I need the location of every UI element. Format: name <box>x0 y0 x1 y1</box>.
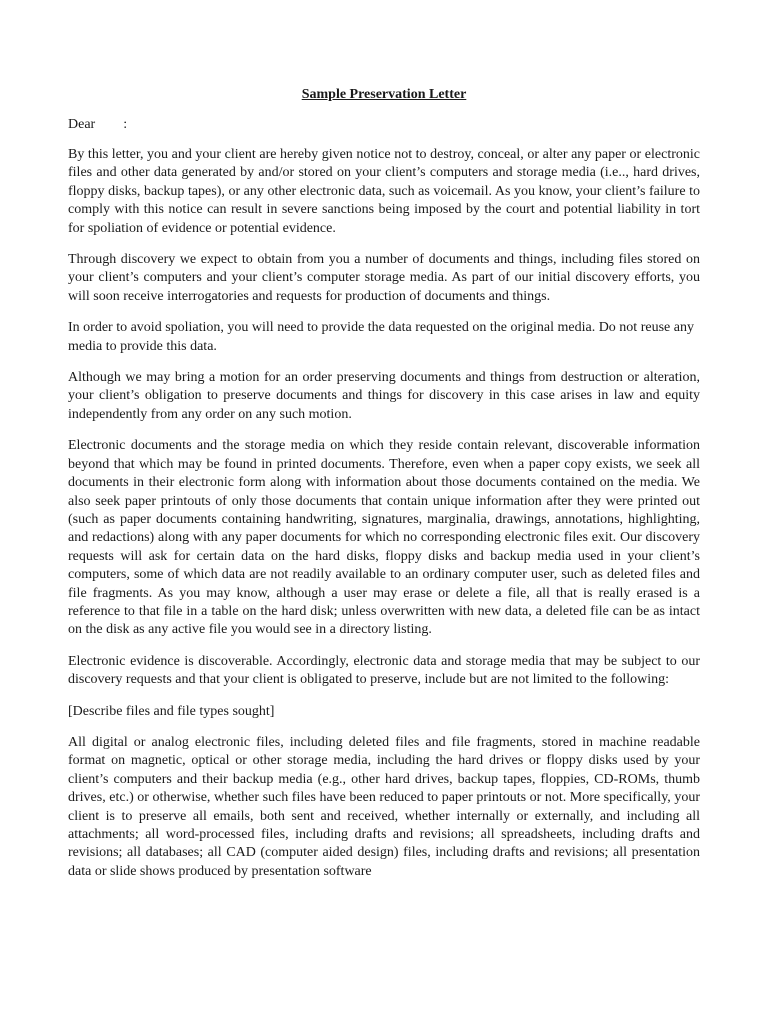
paragraph-spoliation: In order to avoid spoliation, you will need to provide the data requested on the original media. Do not reuse any media to provide this data. <box>68 320 694 354</box>
paragraph-electronic-documents: Electronic documents and the storage media on which they reside contain relevant, discoverable information beyond that which may be found in printed documents. Therefore, even when a paper copy exists, we seek all documents in their electronic form along with information about those documents contained on the media. We also seek paper printouts of only those documents that contain unique information after they were printed out (such as paper documents containing handwriting, signatures, marginalia, drawings, annotations, highlighting, and redactions) along with any paper documents for which no corresponding electronic files exit. Our discovery requests will ask for certain data on the hard disks, floppy disks and backup media used in your client’s computers, some of which data are not readily available to an ordinary computer user, such as deleted files and file fragments. As you may know, although a user may erase or delete a file, all that is really erased is a reference to that file in a table on the hard disk; unless overwritten with new data, a deleted file can be as intact on the disk as any active file you would see in a directory listing. <box>68 438 700 638</box>
paragraph-discovery: Through discovery we expect to obtain from you a number of documents and things, including files stored on your client’s computers and your client’s computer storage media. As part of our initial discovery efforts, you will soon receive interrogatories and requests for production of documents and things. <box>68 252 700 304</box>
paragraph-notice: By this letter, you and your client are hereby given notice not to destroy, conceal, or alter any paper or electronic files and other data generated by and/or stored on your client’s computers and storage media (i.e.., hard drives, floppy disks, backup tapes), or any other electronic data, such as voicemail. As you know, your client’s failure to comply with this notice can result in severe sanctions being imposed by the court and potential liability in tort for spoliation of evidence or potential evidence. <box>68 147 700 236</box>
letter-body <box>68 86 700 894</box>
paragraph-obligation: Although we may bring a motion for an order preserving documents and things from destruction or alteration, your client’s obligation to preserve documents and things for discovery in this case arises in law and equity independently from any order on any such motion. <box>68 370 700 422</box>
paragraph-discoverable: Electronic evidence is discoverable. Accordingly, electronic data and storage media that may be subject to our discovery requests and that your client is obligated to preserve, include but are not limited to the following: <box>68 653 700 688</box>
paragraph-placeholder: [Describe files and file types sought] <box>68 703 275 719</box>
paragraph-file-list: All digital or analog electronic files, including deleted files and file fragments, stored in machine readable format on magnetic, optical or other storage media, including the hard drives or floppy disks used by your client’s computers and their backup media (e.g., other hard drives, backup tapes, floppies, CD-ROMs, thumb drives, etc.) or otherwise, whether such files have been reduced to paper printouts or not. More specifically, your client is to preserve all emails, both sent and received, whether internally or externally, and including all attachments; all word-processed files, including drafts and revisions; all spreadsheets, including drafts and revisions; all databases; all CAD (computer aided design) files, including drafts and revisions; all presentation data or slide shows produced by presentation software <box>68 734 700 879</box>
letter-title: Sample Preservation Letter <box>301 87 467 102</box>
salutation: Dear : <box>68 117 128 132</box>
